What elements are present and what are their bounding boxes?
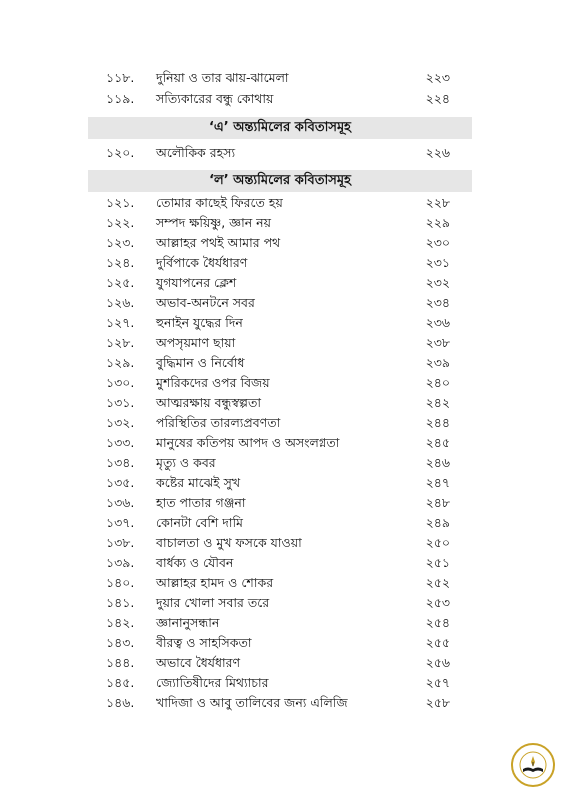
entry-title: অভাব-অনটনে সবর (156, 295, 255, 310)
entry-title: জ্যোতিষীদের মিথ্যাচার (156, 675, 269, 690)
toc-entry (88, 373, 472, 393)
entry-number: ১৩১. (106, 395, 135, 410)
entry-page: ২৩১ (425, 255, 450, 270)
toc-entry (88, 473, 472, 493)
entry-page: ২৫৮ (425, 695, 450, 710)
entry-number: ১৪৩. (106, 635, 135, 650)
entry-number: ১৩২. (106, 415, 135, 430)
toc-entry (88, 233, 472, 253)
entry-page: ২২৪ (425, 91, 450, 106)
entry-title: কষ্টের মাঝেই সুখ (156, 475, 241, 490)
entry-title: হাত পাতার গঞ্জনা (156, 495, 246, 510)
entry-title: সত্যিকারের বন্ধু কোথায় (156, 91, 274, 106)
entry-title: বুদ্ধিমান ও নির্বোধ (156, 355, 245, 370)
entry-page: ২৩০ (425, 235, 450, 250)
entry-title: জ্ঞানানুসন্ধান (156, 615, 220, 630)
entry-number: ১৪৬. (106, 695, 135, 710)
entry-number: ১৪০. (106, 575, 135, 590)
entry-title: বীরত্ব ও সাহসিকতা (156, 635, 252, 650)
toc-entry (88, 593, 472, 613)
entry-number: ১১৯. (106, 91, 135, 106)
toc-entry (88, 193, 472, 213)
entry-number: ১২৭. (106, 315, 135, 330)
entry-number: ১৩৮. (106, 535, 135, 550)
entry-title: অলৌকিক রহস্য (156, 145, 236, 160)
section-heading: ‘এ’ অন্ত্যমিলের কবিতাসমূহ (88, 117, 472, 139)
entry-number: ১১৮. (106, 70, 135, 85)
entry-number: ১৩৭. (106, 515, 135, 530)
entry-number: ১২৮. (106, 335, 135, 350)
entry-page: ২৩৬ (425, 315, 450, 330)
entry-page: ২৪৮ (425, 495, 450, 510)
entry-number: ১২৯. (106, 355, 135, 370)
entry-title: সম্পদ ক্ষয়িষ্ণু, জ্ঞান নয় (156, 215, 271, 230)
entry-number: ১৪২. (106, 615, 135, 630)
entry-title: মৃত্যু ও কবর (156, 455, 216, 470)
entry-title: তোমার কাছেই ফিরতে হয় (156, 195, 283, 210)
entry-number: ১৪৫. (106, 675, 135, 690)
entry-title: খাদিজা ও আবু তালিবের জন্য এলিজি (156, 695, 348, 710)
entry-number: ১৩৪. (106, 455, 135, 470)
toc-entry (88, 293, 472, 313)
entry-number: ১২৪. (106, 255, 135, 270)
entry-title: অভাবে ধৈর্যধারণ (156, 655, 241, 670)
entry-number: ১২২. (106, 215, 135, 230)
entry-page: ২৩২ (425, 275, 450, 290)
entry-title: দুয়ার খোলা সবার তরে (156, 595, 270, 610)
toc-entry (88, 413, 472, 433)
toc-entry (88, 533, 472, 553)
entry-number: ১৩৯. (106, 555, 135, 570)
toc-entry (88, 333, 472, 353)
entry-number: ১২১. (106, 195, 135, 210)
entry-title: আল্লাহর হামদ ও শোকর (156, 575, 274, 590)
entry-title: দুর্বিপাকে ধৈর্যধারণ (156, 255, 248, 270)
entry-title: হুনাইন যুদ্ধের দিন (156, 315, 243, 330)
entry-number: ১৪৪. (106, 655, 135, 670)
entry-number: ১৪১. (106, 595, 135, 610)
section-heading: ‘ল’ অন্ত্যমিলের কবিতাসমূহ (88, 170, 472, 192)
entry-title: মুশরিকদের ওপর বিজয় (156, 375, 270, 390)
entry-title: আল্লাহর পথই আমার পথ (156, 235, 281, 250)
entry-title: পরিস্থিতির তারল্যপ্রবণতা (156, 415, 281, 430)
toc-entry (88, 353, 472, 373)
entry-page: ২৪৪ (425, 415, 450, 430)
entry-page: ২৪৯ (425, 515, 450, 530)
entry-page: ২৫৩ (425, 595, 450, 610)
publisher-logo-icon (511, 743, 555, 787)
toc-entry (88, 513, 472, 533)
entry-page: ২৩৮ (425, 335, 450, 350)
entry-page: ২৪২ (425, 395, 450, 410)
toc-entry (88, 273, 472, 293)
toc-entry (88, 573, 472, 593)
toc-entry (88, 553, 472, 573)
entry-title: কোনটা বেশি দামি (156, 515, 243, 530)
toc-entry (88, 433, 472, 453)
entry-page: ২৫৭ (425, 675, 450, 690)
entry-title: দুনিয়া ও তার ঝায়-ঝামেলা (156, 70, 289, 85)
entry-title: বার্ধক্য ও যৌবন (156, 555, 234, 570)
toc-entry (88, 453, 472, 473)
entry-page: ২৩৪ (425, 295, 450, 310)
toc-entry (88, 633, 472, 653)
toc-entry (88, 313, 472, 333)
entry-title: বাচালতা ও মুখ ফসকে যাওয়া (156, 535, 302, 550)
toc-entry (88, 253, 472, 273)
entry-page: ২৪৭ (425, 475, 450, 490)
toc-entry (88, 613, 472, 633)
entry-page: ২৫৪ (425, 615, 450, 630)
entry-page: ২৫০ (425, 535, 450, 550)
toc-entry (88, 493, 472, 513)
entry-number: ১৩৬. (106, 495, 135, 510)
entry-number: ১২০. (106, 145, 135, 160)
entry-page: ২৪০ (425, 375, 450, 390)
entry-page: ২২৮ (425, 195, 450, 210)
entry-title: আত্মরক্ষায় বন্ধুস্বল্পতা (156, 395, 261, 410)
entry-page: ২৫২ (425, 575, 450, 590)
entry-page: ২২৬ (425, 145, 450, 160)
entry-title: অপসৃয়মাণ ছায়া (156, 335, 236, 350)
entry-page: ২৩৯ (425, 355, 450, 370)
entry-number: ১৩৫. (106, 475, 135, 490)
toc-entry (88, 393, 472, 413)
toc-entry (88, 673, 472, 693)
book-pen-icon (518, 750, 548, 780)
entry-title: মানুষের কতিপয় আপদ ও অসংলগ্নতা (156, 435, 340, 450)
toc-entry (88, 693, 472, 713)
toc-entry (88, 143, 472, 163)
toc-entry (88, 68, 472, 88)
toc-entry (88, 89, 472, 109)
entry-number: ১২৫. (106, 275, 135, 290)
entry-number: ১২৩. (106, 235, 135, 250)
entry-page: ২৪৬ (425, 455, 450, 470)
toc-entry (88, 653, 472, 673)
entry-page: ২৫৫ (425, 635, 450, 650)
toc-entry (88, 213, 472, 233)
entry-page: ২৪৫ (425, 435, 450, 450)
entry-number: ১৩৩. (106, 435, 135, 450)
entry-number: ১২৬. (106, 295, 135, 310)
entry-number: ১৩০. (106, 375, 135, 390)
entry-page: ২২৩ (425, 70, 450, 85)
entry-title: যুগযাপনের ক্লেশ (156, 275, 237, 290)
entry-page: ২৫১ (425, 555, 450, 570)
entry-page: ২২৯ (425, 215, 450, 230)
entry-page: ২৫৬ (425, 655, 450, 670)
